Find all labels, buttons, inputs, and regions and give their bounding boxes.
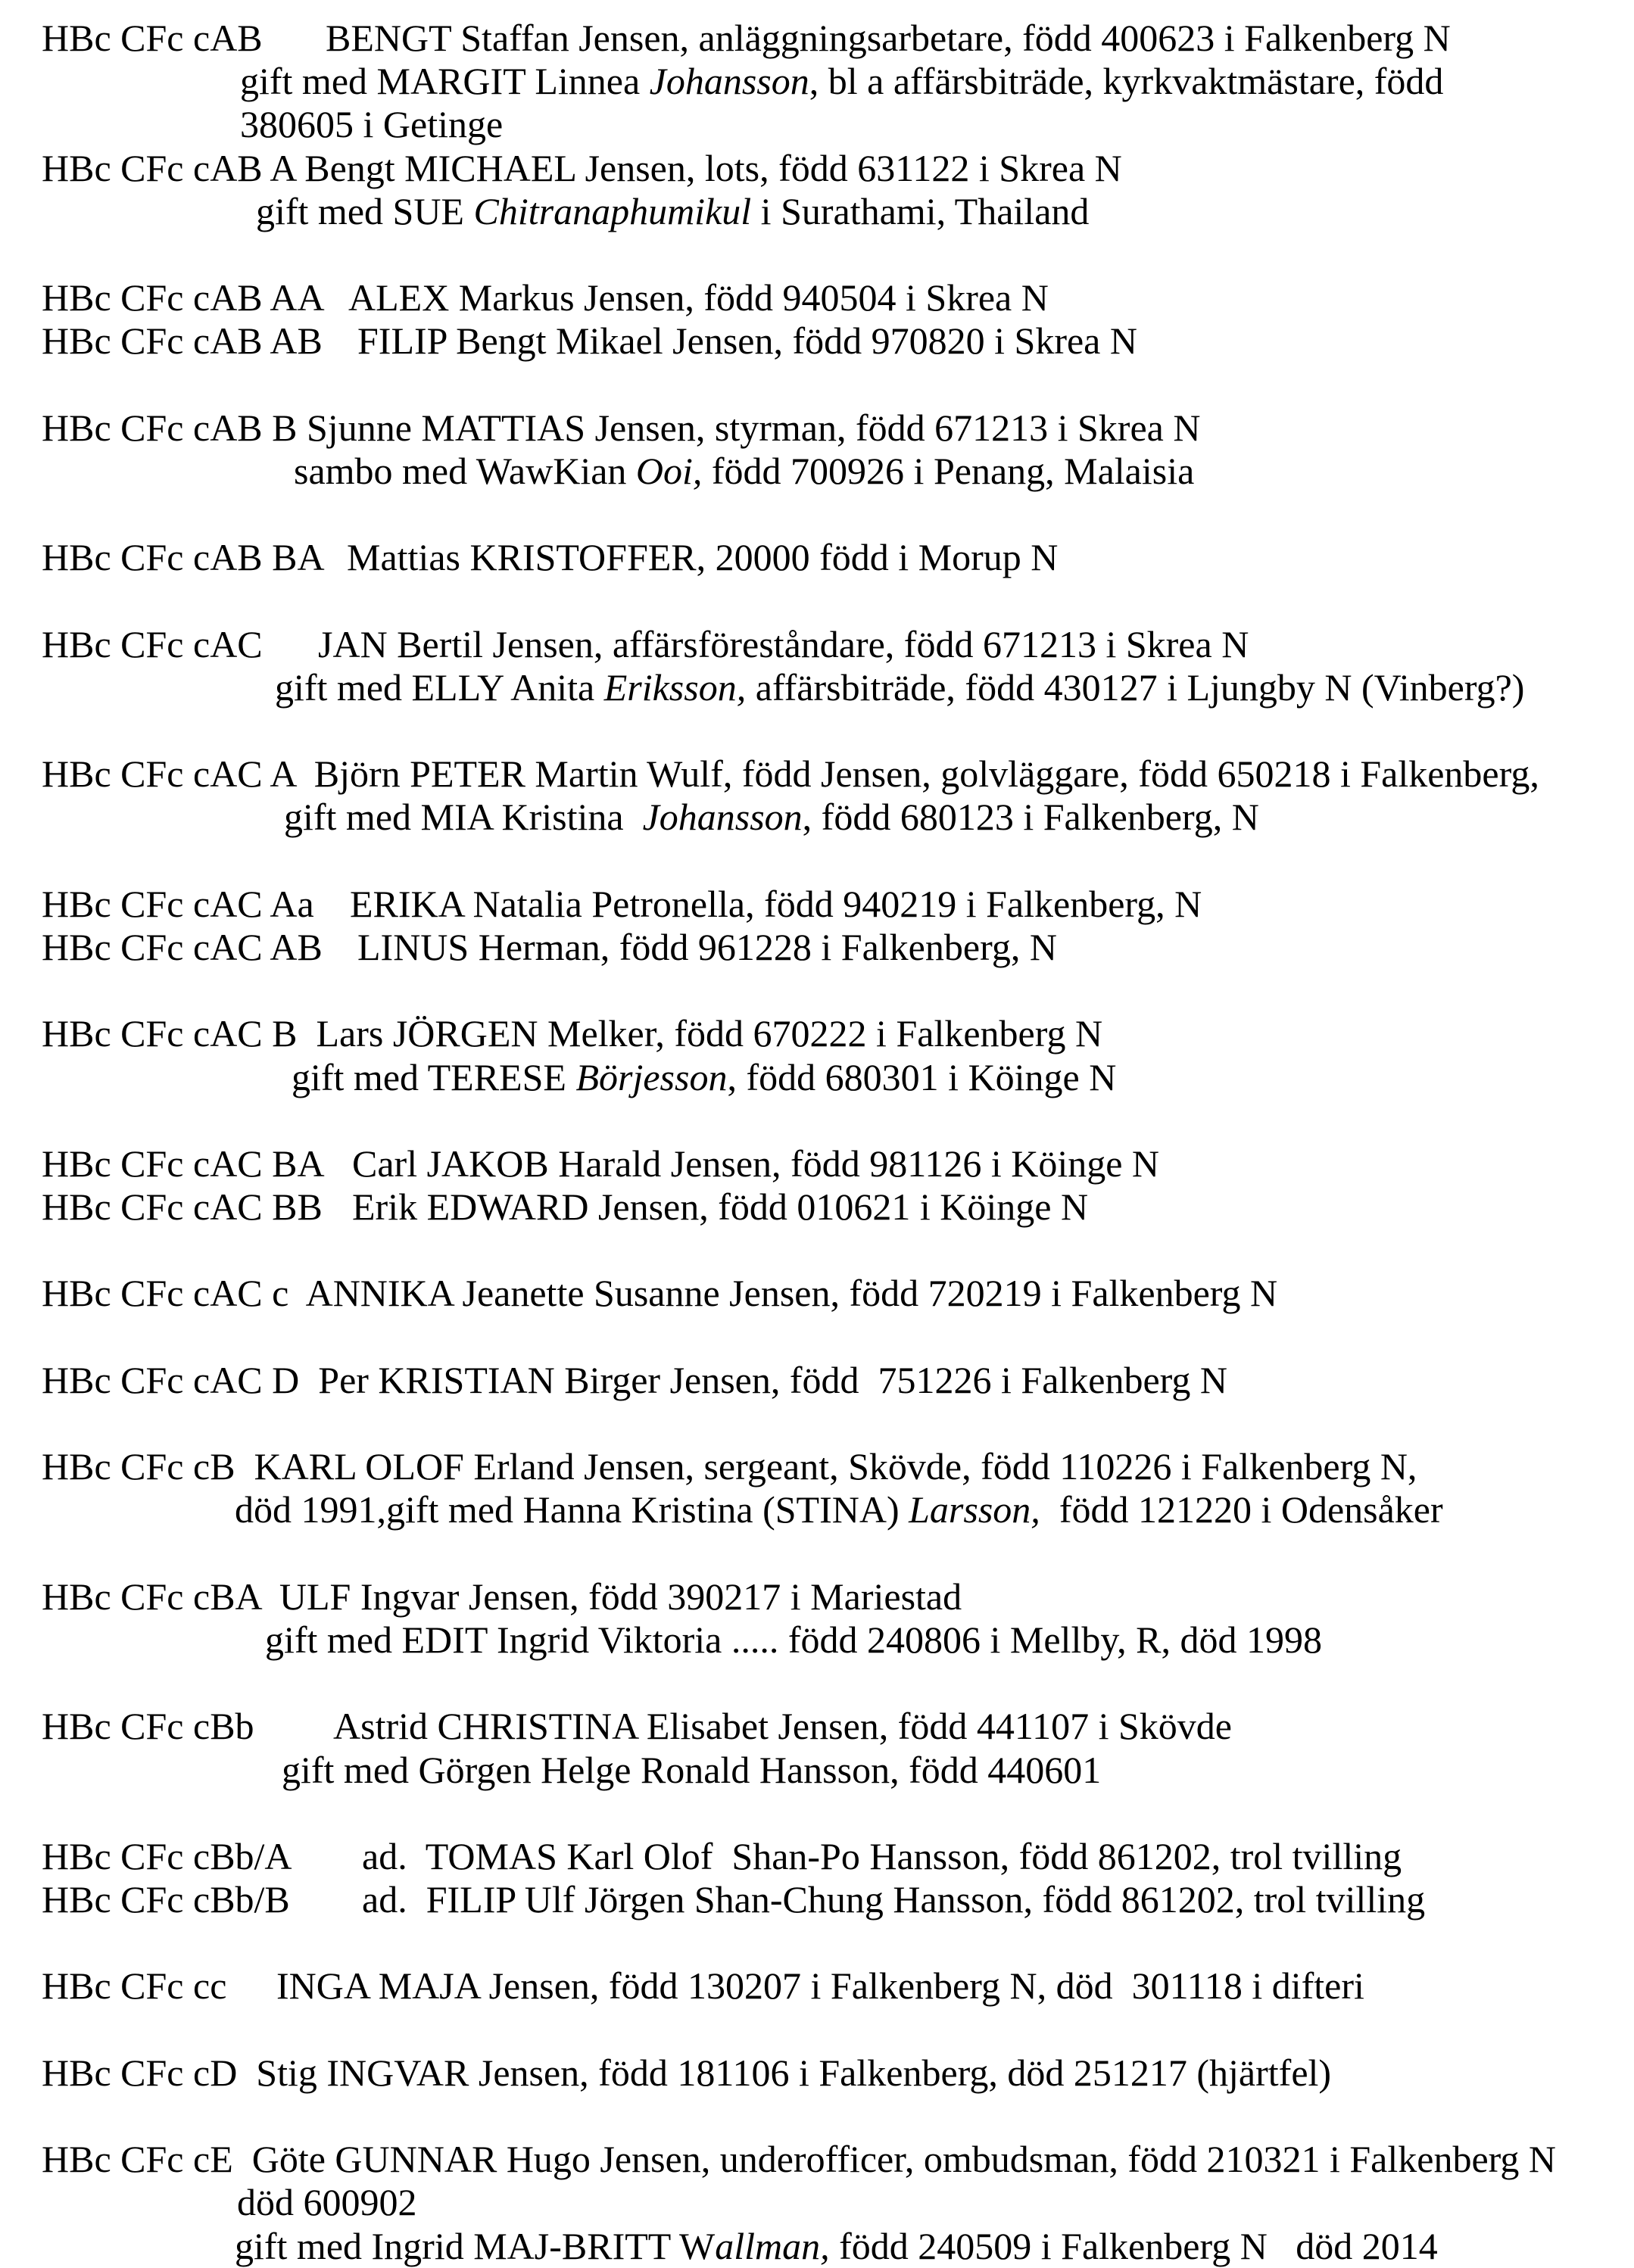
text-line	[0, 17, 1634, 60]
line-text	[42, 1012, 1102, 1055]
line-text	[42, 1445, 1417, 1488]
line-text	[347, 536, 1058, 579]
line-text	[292, 1056, 1116, 1099]
text-line	[0, 1359, 1634, 1402]
lineage-code: HBc CFc cBb/A	[42, 1834, 292, 1877]
blank-line	[0, 1532, 1634, 1575]
italic-surname: Börjesson	[575, 1055, 728, 1098]
line-text	[275, 666, 1524, 709]
blank-line	[0, 709, 1634, 752]
text-run: gift med EDIT Ingrid Viktoria ..... född 240806 i Mellby, R, död 1998	[265, 1618, 1322, 1661]
text-run: sambo med WawKian	[294, 449, 636, 492]
text-line	[0, 1272, 1634, 1315]
text-run: gift med TERESE	[292, 1055, 576, 1098]
text-line	[0, 2138, 1634, 2181]
line-text	[318, 623, 1249, 666]
line-text	[235, 1488, 1443, 1531]
blank-line	[0, 1229, 1634, 1272]
text-run: INGA MAJA Jensen, född 130207 i Falkenberg N, död 301118 i difteri	[276, 1964, 1364, 2008]
text-line	[0, 103, 1634, 146]
lineage-code: HBc CFc cAC BA	[42, 1142, 325, 1185]
lineage-code: HBc CFc cAC AB	[42, 925, 323, 968]
text-run: gift med MIA Kristina	[284, 796, 643, 839]
text-run: ad. TOMAS Karl Olof Shan-Po Hansson, född 861202, trol tvilling	[362, 1834, 1402, 1877]
line-text	[333, 1705, 1232, 1748]
text-line	[0, 666, 1634, 709]
line-text	[256, 190, 1089, 233]
text-line	[0, 190, 1634, 233]
text-line	[0, 2181, 1634, 2224]
text-line	[0, 1445, 1634, 1488]
text-line	[0, 147, 1634, 190]
text-run: Mattias KRISTOFFER, 20000 född i Morup N	[347, 536, 1059, 579]
text-run: HBc CFc cAC D Per KRISTIAN Birger Jensen, född 751226 i Falkenberg N	[42, 1358, 1228, 1401]
text-line	[0, 276, 1634, 319]
line-text	[42, 2051, 1331, 2095]
line-text	[357, 926, 1057, 969]
lineage-code: HBc CFc cBb/B	[42, 1878, 290, 1921]
blank-line	[0, 969, 1634, 1012]
document-lines	[0, 17, 1634, 2268]
text-line	[0, 1488, 1634, 1531]
text-run: HBc CFc cE Göte GUNNAR Hugo Jensen, underofficer, ombudsman, född 210321 i Falkenberg N	[42, 2138, 1556, 2181]
line-text	[240, 103, 503, 146]
text-line	[0, 1705, 1634, 1748]
text-run: Erik EDWARD Jensen, född 010621 i Köinge N	[352, 1185, 1089, 1229]
lineage-code: HBc CFc cAB AB	[42, 319, 323, 363]
line-text	[235, 2225, 1438, 2268]
text-run: född 121220 i Odensåker	[1040, 1488, 1443, 1531]
blank-line	[0, 2095, 1634, 2138]
italic-surname: Ooi,	[635, 449, 703, 492]
blank-line	[0, 2008, 1634, 2051]
lineage-code: HBc CFc cAC	[42, 622, 263, 665]
blank-line	[0, 1402, 1634, 1445]
text-run: , född 680301 i Köinge N	[727, 1055, 1117, 1098]
blank-line	[0, 233, 1634, 276]
blank-line	[0, 579, 1634, 622]
line-text	[42, 1359, 1227, 1402]
text-line	[0, 1835, 1634, 1878]
line-text	[326, 17, 1451, 60]
text-line	[0, 796, 1634, 839]
text-line	[0, 1964, 1634, 2008]
text-run: ERIKA Natalia Petronella, född 940219 i Falkenberg, N	[350, 882, 1202, 925]
line-text	[352, 1185, 1088, 1229]
text-run: , bl a affärsbiträde, kyrkvaktmästare, född	[809, 60, 1444, 103]
line-text	[362, 1835, 1402, 1878]
text-run: affärsbiträde, född 430127 i Ljungby N (Vinberg?)	[746, 665, 1525, 709]
text-line	[0, 926, 1634, 969]
text-line	[0, 883, 1634, 926]
blank-line	[0, 1792, 1634, 1835]
lineage-code: HBc CFc cAB AA	[42, 276, 325, 319]
line-text	[282, 1749, 1101, 1792]
text-run: gift med MARGIT Linnea	[240, 60, 650, 103]
blank-line	[0, 1316, 1634, 1359]
text-run: BENGT Staffan Jensen, anläggningsarbetare, född 400623 i Falkenberg N	[326, 17, 1451, 59]
text-run: HBc CFc cD Stig INGVAR Jensen, född 181106 i Falkenberg, död 251217 (hjärtfel)	[42, 2051, 1332, 2094]
text-line	[0, 60, 1634, 103]
text-run: HBc CFc cAC B Lars JÖRGEN Melker, född 670222 i Falkenberg N	[42, 1012, 1103, 1055]
text-line	[0, 1618, 1634, 1662]
text-run: HBc CFc cAC c ANNIKA Jeanette Susanne Jensen, född 720219 i Falkenberg N	[42, 1272, 1278, 1315]
text-run: död 600902	[237, 2181, 417, 2224]
blank-line	[0, 1099, 1634, 1142]
text-run: JAN Bertil Jensen, affärsföreståndare, född 671213 i Skrea N	[318, 622, 1249, 665]
line-text	[237, 2181, 417, 2224]
lineage-code: HBc CFc cAB	[42, 17, 263, 59]
line-text	[352, 1142, 1159, 1185]
text-line	[0, 2225, 1634, 2268]
line-text	[348, 276, 1049, 319]
text-line	[0, 1575, 1634, 1618]
text-run: ALEX Markus Jensen, född 940504 i Skrea N	[348, 276, 1049, 319]
lineage-code: HBc CFc cAC BB	[42, 1185, 323, 1229]
text-line	[0, 1142, 1634, 1185]
text-line	[0, 1878, 1634, 1921]
lineage-code: HBc CFc cAC Aa	[42, 882, 314, 925]
text-run: född 240509 i Falkenberg N död 2014	[829, 2224, 1438, 2267]
italic-surname: Johansson	[649, 60, 809, 103]
text-run: HBc CFc cAB B Sjunne MATTIAS Jensen, styrman, född 671213 i Skrea N	[42, 406, 1201, 449]
line-text	[265, 1618, 1322, 1662]
line-text	[276, 1964, 1364, 2008]
text-run: FILIP Bengt Mikael Jensen, född 970820 i Skrea N	[357, 319, 1137, 363]
italic-surname: Larsson,	[909, 1488, 1040, 1531]
text-run: ad. FILIP Ulf Jörgen Shan-Chung Hansson, född 861202, trol tvilling	[362, 1878, 1426, 1921]
lineage-code: HBc CFc cAB BA	[42, 536, 325, 579]
text-line	[0, 319, 1634, 363]
text-run: LINUS Herman, född 961228 i Falkenberg, N	[357, 925, 1057, 968]
line-text	[42, 1575, 962, 1618]
line-text	[42, 1272, 1277, 1315]
text-line	[0, 752, 1634, 796]
line-text	[42, 147, 1122, 190]
line-text	[294, 450, 1194, 493]
blank-line	[0, 1662, 1634, 1705]
text-run: , född 680123 i Falkenberg, N	[802, 796, 1259, 839]
text-run: HBc CFc cAC A Björn PETER Martin Wulf, född Jensen, golvläggare, född 650218 i Falkenberg,	[42, 752, 1539, 796]
line-text	[362, 1878, 1425, 1921]
text-line	[0, 1749, 1634, 1792]
lineage-code: HBc CFc cc	[42, 1964, 227, 2008]
lineage-code: HBc CFc cBb	[42, 1705, 254, 1748]
blank-line	[0, 840, 1634, 883]
text-run: HBc CFc cBA ULF Ingvar Jensen, född 390217 i Mariestad	[42, 1575, 962, 1618]
text-run: gift med Ingrid MAJ-BRITT W	[235, 2224, 716, 2267]
blank-line	[0, 363, 1634, 407]
text-run: 380605 i Getinge	[240, 103, 504, 146]
text-line	[0, 1056, 1634, 1099]
text-run: född 700926 i Penang, Malaisia	[702, 449, 1195, 492]
line-text	[357, 319, 1137, 363]
line-text	[42, 752, 1539, 796]
italic-surname: Johansson	[642, 796, 803, 839]
italic-surname: Eriksson,	[603, 665, 747, 709]
text-line	[0, 2051, 1634, 2095]
text-run: Carl JAKOB Harald Jensen, född 981126 i Köinge N	[352, 1142, 1160, 1185]
text-run: död 1991,gift med Hanna Kristina (STINA)	[235, 1488, 909, 1531]
text-run: gift med SUE	[256, 189, 474, 232]
text-line	[0, 623, 1634, 666]
text-line	[0, 407, 1634, 450]
line-text	[42, 2138, 1556, 2181]
italic-surname: allman,	[715, 2224, 830, 2267]
text-run: gift med ELLY Anita	[275, 665, 604, 709]
blank-line	[0, 1921, 1634, 1964]
text-line	[0, 450, 1634, 493]
text-run: gift med Görgen Helge Ronald Hansson, född 440601	[282, 1748, 1102, 1791]
text-run: i Surathami, Thailand	[751, 189, 1090, 232]
text-run: Astrid CHRISTINA Elisabet Jensen, född 441107 i Skövde	[333, 1705, 1232, 1748]
text-line	[0, 1185, 1634, 1229]
line-text	[284, 796, 1259, 839]
blank-line	[0, 493, 1634, 536]
line-text	[350, 883, 1202, 926]
line-text	[240, 60, 1443, 103]
text-run: HBc CFc cB KARL OLOF Erland Jensen, sergeant, Skövde, född 110226 i Falkenberg N,	[42, 1445, 1417, 1488]
text-line	[0, 536, 1634, 579]
line-text	[42, 407, 1200, 450]
text-line	[0, 1012, 1634, 1055]
italic-surname: Chitranaphumikul	[473, 189, 752, 232]
text-run: HBc CFc cAB A Bengt MICHAEL Jensen, lots, född 631122 i Skrea N	[42, 146, 1122, 189]
